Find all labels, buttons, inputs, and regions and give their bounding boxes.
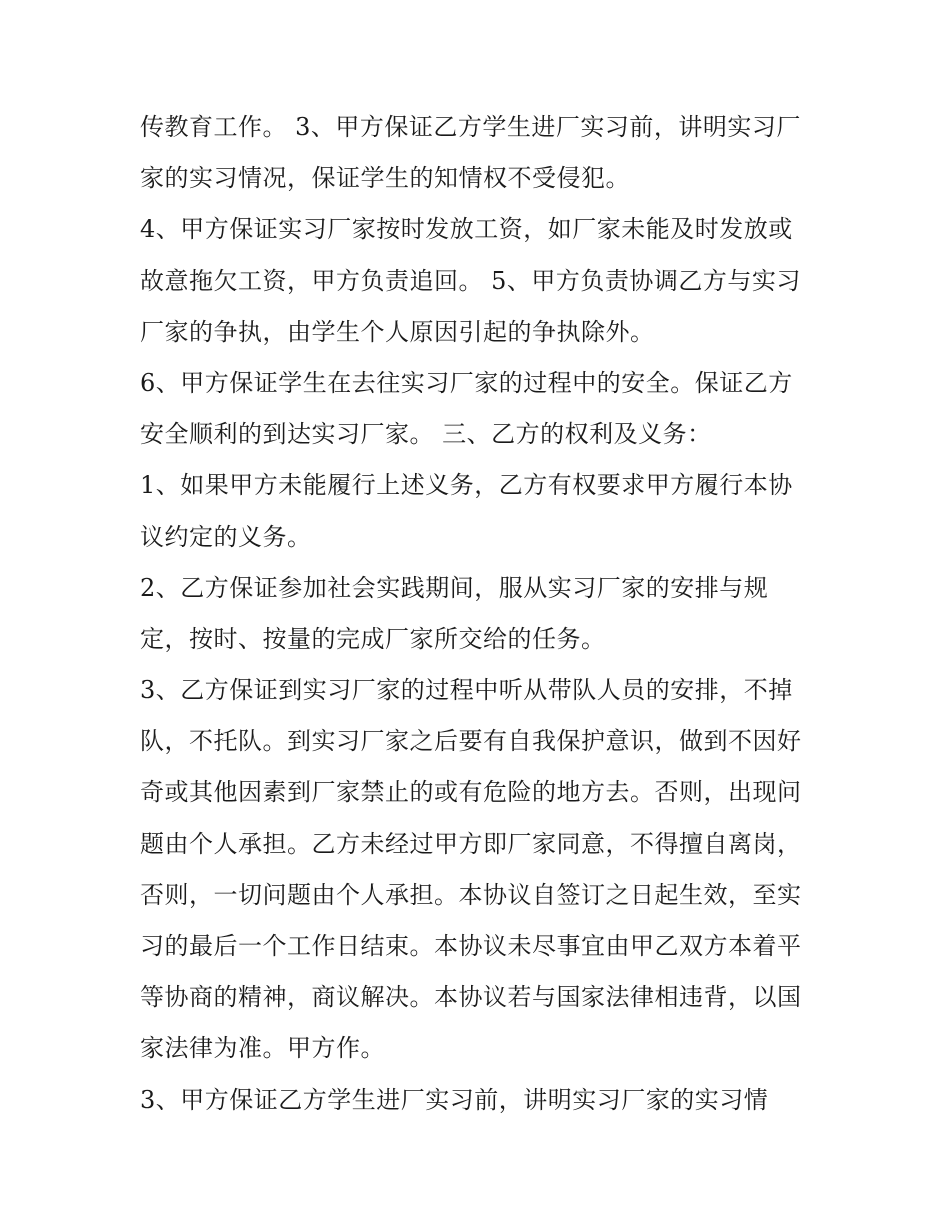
text-line: 奇或其他因素到厂家禁止的或有危险的地方去。否则，出现问 [140,778,802,807]
text-line: 队，不托队。到实习厂家之后要有自我保护意识，做到不因好 [140,727,802,756]
text-line: 6、甲方保证学生在去往实习厂家的过程中的安全。保证乙方 [140,368,793,397]
text-line: 定，按时、按量的完成厂家所交给的任务。 [140,624,606,653]
text-line: 议约定的义务。 [140,522,312,551]
document-body [140,102,830,1126]
text-line: 厂家的争执，由学生个人原因引起的争执除外。 [140,317,655,346]
text-line: 3、甲方保证乙方学生进厂实习前，讲明实习厂家的实习情 [140,1085,769,1114]
text-line: 安全顺利的到达实习厂家。 三、乙方的权利及义务： [140,420,712,449]
text-line: 故意拖欠工资，甲方负责追回。 5、甲方负责协调乙方与实习 [140,266,801,295]
text-line: 3、乙方保证到实习厂家的过程中听从带队人员的安排，不掉 [140,676,793,705]
text-line: 传教育工作。 3、甲方保证乙方学生进厂实习前，讲明实习厂 [140,113,801,141]
text-line: 等协商的精神，商议解决。本协议若与国家法律相违背，以国 [140,983,802,1012]
text-line: 家法律为准。甲方作。 [140,1034,385,1063]
text-line: 4、甲方保证实习厂家按时发放工资，如厂家未能及时发放或 [140,215,793,244]
text-line: 2、乙方保证参加社会实践期间，服从实习厂家的安排与规 [140,573,769,602]
text-line: 家的实习情况，保证学生的知情权不受侵犯。 [140,164,630,193]
text-line: 题由个人承担。乙方未经过甲方即厂家同意，不得擅自离岗， [140,829,802,858]
text-line: 1、如果甲方未能履行上述义务，乙方有权要求甲方履行本协 [140,471,793,500]
text-line: 习的最后一个工作日结束。本协议未尽事宜由甲乙双方本着平 [140,932,802,960]
text-line: 否则，一切问题由个人承担。本协议自签订之日起生效，至实 [140,880,802,909]
